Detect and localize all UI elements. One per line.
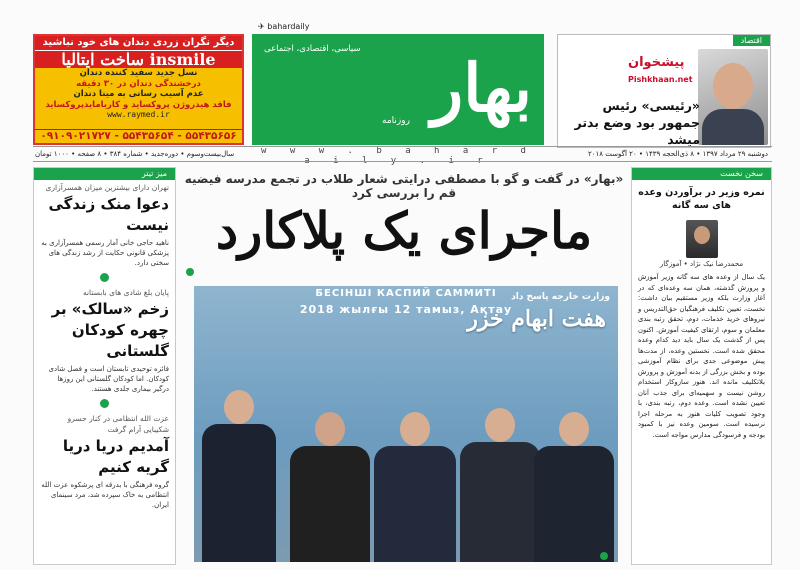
story-title: آمدیم دریا دریا گریه کنیم [62,437,169,476]
masthead [252,34,544,145]
photo-title: هفت ابهام خزر [467,306,606,332]
left-column [33,167,176,565]
ad-line-2: ساخت ایتالیا [61,50,145,69]
ad-brand-name: insmile [149,50,216,69]
left-story-1[interactable] [34,180,175,270]
top-right-headline: «رئیسی» رئیس جمهور بود وضع بدتر میشد [574,98,700,147]
story-title: زخم «سالک» بر چهره کودکان گلستانی [51,300,169,360]
story-kicker: عزت الله انتظامی در کنار حسرو شکیبایی آرام گرفت [67,414,169,434]
leader-figure [460,350,540,562]
story-body: گروه فرهنگی با بدرقه ای پرشکوه عزت الله انتظامی به خاک سپرده شد، مرد سینمای ایران. [41,481,169,509]
issue-price: سال‌بیست‌وسوم • دوره‌جدید • شماره ۳۸۴ • ۸ صفحه • ۱۰۰۰ تومان [35,150,235,158]
separator-dot [100,399,109,408]
telegram-icon: ✈ [258,22,265,31]
left-column-header: میز تیتر [34,168,175,180]
leader-figure [374,352,456,562]
story-kicker: پایان بلغ شادی های بابستانه [82,288,169,297]
story-body: فائزه توحیدی تابستان است و فصل شادی کودکان. اما کودکان گلستانی این روزها درگیر بیماری جلدی هستند. [48,365,169,393]
ad-line-1: دیگر نگران زردی دندان های خود نباشید [35,36,242,50]
banner-line-1: БЕСІНШІ КАСПИЙ САММИТІ [315,288,497,299]
separator-dot [186,268,194,276]
top-right-story[interactable] [557,34,771,148]
newspaper-logo: بهار [431,49,532,127]
right-column-header: سخن نخست [632,168,771,180]
leader-figure [290,352,370,562]
source-label: پیشخوان [628,55,685,70]
banner-line-2: 2018 жылғы 12 тамыз, Ақтау [299,303,513,316]
caspian-summit-photo[interactable] [194,286,618,562]
photo-kicker: وزارت خارجه پاسخ داد [511,292,610,302]
telegram-handle[interactable] [258,22,310,31]
ad-line-4: درخشندگی دندان در ۳۰ دقیقه [76,78,201,89]
editorial-body: یک سال از وعده های سه گانه وزیر آموزش و پرورش گذشته، همان سه وعده‌ای که در آغاز وزارت بلکه وزیر مستقیم بیان داشت: نخست، تعیین تکلیف فرهنگیان حق‌التدریس و نیروهای خرید خدمات، دوم، تحقق رتبه بندی معلمان و سوم، ارتقای کیفیت آموزش. اکنون پس از گذشت یک سال باید دید کدام وعده محقق شده است. نخستین وعده، از مدت‌ها پیش موضوعی جدی برای نظام آموزشی بوده و بخش بزرگی از بدنه آموزش و پرورش بلاتکلیف مانده اند. هنوز سازوکار استخدام روشن نیست و سهمیه‌ای برای جذب آنان تعیین نشده است. وعده دوم، رتبه بندی، با وجود تصویب کلیات هنوز به مرحله اجرا نرسیده است. سومین وعده نیز با کمبود بودجه و فرسودگی مدارس مواجه است. [638,273,765,439]
section-label: اقتصاد [733,35,770,46]
ad-line-3: نسل جدید سفید کننده دندان [79,68,198,78]
editorial-title: نمره وزیر در برآوردن وعده های سه گانه [638,187,765,211]
editorial-author: محمدرضا نیک نژاد • آموزگار [659,260,744,268]
portrait-photo [698,49,768,145]
left-story-3[interactable] [34,411,175,512]
story-kicker: تهران دارای بیشترین میزان همسرآزاری [45,183,169,192]
ad-website[interactable]: www.raymed.ir [107,110,170,119]
separator-dot [600,552,608,560]
leader-figure [534,352,614,562]
masthead-subtitle: سیاسی، اقتصادی، اجتماعی [264,44,361,54]
date-bar [33,146,772,162]
issue-date: دوشنبه ۲۹ مرداد ۱۳۹۷ • ۸ ذی‌الحجه ۱۴۳۹ • ۲۰ آگوست ۲۰۱۸ [588,150,768,158]
story-body: ناهید حاجی خانی آمار رسمی همسرآزاری به پزشکی قانونی حکایت از رشد زندگی های سختی دارد. [41,239,169,267]
ad-phone: ۰۹۱۰۹۰۲۱۷۲۷ - ۵۵۴۳۵۶۵۴ - ۵۵۴۳۵۶۵۶ [35,129,242,143]
separator-dot [100,273,109,282]
leader-figure [202,342,276,562]
story-title: دعوا منک زندگی نیست [48,195,169,234]
telegram-label: bahardaily [267,22,310,31]
main-headline[interactable]: ماجرای یک پلاکارد [215,201,593,260]
ad-line-6: فاقد هیدروژن پروکساید و کاربامایدپروکساید [45,99,232,110]
ad-line-5: عدم آسیب رسانی به مینا دندان [73,89,204,99]
right-column[interactable] [631,167,772,565]
left-story-2[interactable] [34,285,175,396]
source-url: Pishkhaan.net [628,75,693,84]
ad-brand [35,50,242,68]
website-strip[interactable]: w w w . b a h a r d a i l y . i r [261,146,535,166]
main-kicker: «بهار» در گفت و گو با مصطفی درایتی شعار طلاب در تجمع مدرسه فیضیه قم را بررسی کرد [184,172,624,200]
author-photo [686,220,718,258]
insmile-advertisement[interactable] [33,34,244,145]
masthead-daily-label: روزنامه [382,116,410,126]
